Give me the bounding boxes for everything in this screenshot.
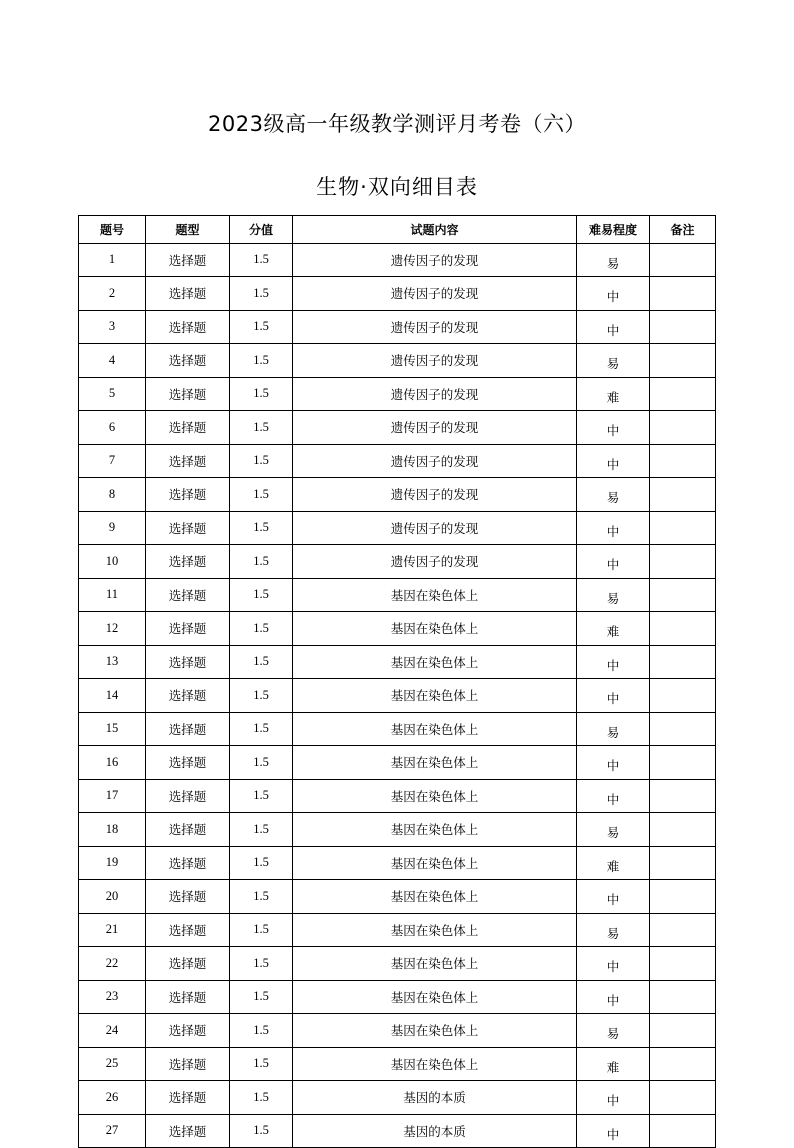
cell-difficulty: 难 <box>577 377 650 411</box>
table-row <box>79 880 716 914</box>
cell-number: 25 <box>79 1047 146 1081</box>
cell-type: 选择题 <box>146 511 230 545</box>
cell-number: 8 <box>79 478 146 512</box>
cell-note <box>650 645 716 679</box>
cell-type: 选择题 <box>146 277 230 311</box>
cell-number: 24 <box>79 1014 146 1048</box>
header-note: 备注 <box>650 216 716 244</box>
cell-content: 遗传因子的发现 <box>293 344 577 378</box>
cell-note <box>650 243 716 277</box>
cell-difficulty: 难 <box>577 846 650 880</box>
header-content: 试题内容 <box>293 216 577 244</box>
cell-type: 选择题 <box>146 1047 230 1081</box>
cell-type: 选择题 <box>146 612 230 646</box>
cell-score: 1.5 <box>230 712 293 746</box>
cell-number: 10 <box>79 545 146 579</box>
cell-type: 选择题 <box>146 411 230 445</box>
cell-type: 选择题 <box>146 746 230 780</box>
table-row <box>79 578 716 612</box>
cell-type: 选择题 <box>146 478 230 512</box>
cell-content: 遗传因子的发现 <box>293 411 577 445</box>
cell-score: 1.5 <box>230 545 293 579</box>
cell-score: 1.5 <box>230 1114 293 1148</box>
cell-content: 基因在染色体上 <box>293 645 577 679</box>
cell-note <box>650 746 716 780</box>
cell-score: 1.5 <box>230 578 293 612</box>
cell-note <box>650 880 716 914</box>
cell-number: 11 <box>79 578 146 612</box>
table-row <box>79 243 716 277</box>
cell-number: 7 <box>79 444 146 478</box>
cell-difficulty: 易 <box>577 1014 650 1048</box>
header-type: 题型 <box>146 216 230 244</box>
cell-difficulty: 难 <box>577 1047 650 1081</box>
cell-difficulty: 中 <box>577 645 650 679</box>
cell-number: 2 <box>79 277 146 311</box>
cell-content: 基因在染色体上 <box>293 679 577 713</box>
cell-content: 基因在染色体上 <box>293 612 577 646</box>
cell-score: 1.5 <box>230 947 293 981</box>
cell-difficulty: 易 <box>577 913 650 947</box>
document-title: 2023级高一年级教学测评月考卷（六） <box>208 112 586 136</box>
cell-score: 1.5 <box>230 679 293 713</box>
table-row <box>79 545 716 579</box>
header-score: 分值 <box>230 216 293 244</box>
cell-score: 1.5 <box>230 310 293 344</box>
cell-note <box>650 511 716 545</box>
cell-content: 遗传因子的发现 <box>293 478 577 512</box>
cell-score: 1.5 <box>230 344 293 378</box>
cell-number: 19 <box>79 846 146 880</box>
cell-content: 基因在染色体上 <box>293 913 577 947</box>
table-row <box>79 947 716 981</box>
cell-number: 1 <box>79 243 146 277</box>
cell-number: 16 <box>79 746 146 780</box>
cell-type: 选择题 <box>146 310 230 344</box>
cell-score: 1.5 <box>230 612 293 646</box>
cell-type: 选择题 <box>146 846 230 880</box>
cell-difficulty: 中 <box>577 947 650 981</box>
cell-type: 选择题 <box>146 243 230 277</box>
cell-number: 14 <box>79 679 146 713</box>
cell-type: 选择题 <box>146 377 230 411</box>
cell-score: 1.5 <box>230 1014 293 1048</box>
cell-number: 4 <box>79 344 146 378</box>
table-row <box>79 1114 716 1148</box>
cell-content: 基因在染色体上 <box>293 1047 577 1081</box>
cell-note <box>650 913 716 947</box>
cell-score: 1.5 <box>230 746 293 780</box>
header-difficulty: 难易程度 <box>577 216 650 244</box>
cell-note <box>650 444 716 478</box>
cell-content: 基因在染色体上 <box>293 578 577 612</box>
table-row <box>79 310 716 344</box>
table-row <box>79 913 716 947</box>
cell-content: 基因在染色体上 <box>293 1014 577 1048</box>
header-number: 题号 <box>79 216 146 244</box>
cell-content: 遗传因子的发现 <box>293 277 577 311</box>
cell-note <box>650 277 716 311</box>
table-row <box>79 1081 716 1115</box>
table-row <box>79 1014 716 1048</box>
cell-number: 20 <box>79 880 146 914</box>
cell-score: 1.5 <box>230 243 293 277</box>
cell-number: 12 <box>79 612 146 646</box>
cell-type: 选择题 <box>146 813 230 847</box>
cell-score: 1.5 <box>230 813 293 847</box>
cell-type: 选择题 <box>146 679 230 713</box>
cell-note <box>650 1014 716 1048</box>
cell-note <box>650 310 716 344</box>
cell-type: 选择题 <box>146 712 230 746</box>
cell-type: 选择题 <box>146 1081 230 1115</box>
cell-type: 选择题 <box>146 947 230 981</box>
table-row <box>79 411 716 445</box>
cell-type: 选择题 <box>146 1014 230 1048</box>
cell-type: 选择题 <box>146 444 230 478</box>
cell-content: 基因在染色体上 <box>293 980 577 1014</box>
cell-number: 23 <box>79 980 146 1014</box>
table-row <box>79 478 716 512</box>
cell-score: 1.5 <box>230 377 293 411</box>
cell-difficulty: 中 <box>577 411 650 445</box>
cell-number: 15 <box>79 712 146 746</box>
cell-content: 基因的本质 <box>293 1081 577 1115</box>
cell-note <box>650 478 716 512</box>
cell-content: 遗传因子的发现 <box>293 511 577 545</box>
table-row <box>79 444 716 478</box>
cell-note <box>650 411 716 445</box>
cell-difficulty: 难 <box>577 612 650 646</box>
table-row <box>79 712 716 746</box>
cell-content: 基因的本质 <box>293 1114 577 1148</box>
cell-difficulty: 中 <box>577 779 650 813</box>
cell-number: 13 <box>79 645 146 679</box>
table-row <box>79 779 716 813</box>
table-row <box>79 1047 716 1081</box>
cell-difficulty: 中 <box>577 444 650 478</box>
table-row <box>79 511 716 545</box>
cell-score: 1.5 <box>230 913 293 947</box>
cell-type: 选择题 <box>146 344 230 378</box>
cell-difficulty: 中 <box>577 1081 650 1115</box>
cell-content: 基因在染色体上 <box>293 746 577 780</box>
cell-note <box>650 1081 716 1115</box>
cell-score: 1.5 <box>230 1081 293 1115</box>
cell-type: 选择题 <box>146 545 230 579</box>
table-row <box>79 980 716 1014</box>
cell-score: 1.5 <box>230 444 293 478</box>
cell-number: 5 <box>79 377 146 411</box>
cell-content: 遗传因子的发现 <box>293 444 577 478</box>
cell-score: 1.5 <box>230 779 293 813</box>
cell-content: 基因在染色体上 <box>293 779 577 813</box>
cell-note <box>650 846 716 880</box>
cell-note <box>650 344 716 378</box>
cell-note <box>650 779 716 813</box>
cell-note <box>650 612 716 646</box>
cell-difficulty: 中 <box>577 310 650 344</box>
cell-note <box>650 1114 716 1148</box>
cell-content: 遗传因子的发现 <box>293 545 577 579</box>
table-row <box>79 813 716 847</box>
cell-number: 6 <box>79 411 146 445</box>
cell-difficulty: 中 <box>577 545 650 579</box>
table-row <box>79 612 716 646</box>
cell-number: 3 <box>79 310 146 344</box>
cell-difficulty: 中 <box>577 980 650 1014</box>
cell-note <box>650 578 716 612</box>
cell-content: 基因在染色体上 <box>293 813 577 847</box>
cell-content: 基因在染色体上 <box>293 880 577 914</box>
cell-score: 1.5 <box>230 645 293 679</box>
cell-note <box>650 813 716 847</box>
cell-number: 21 <box>79 913 146 947</box>
table-row <box>79 344 716 378</box>
cell-content: 遗传因子的发现 <box>293 243 577 277</box>
cell-note <box>650 679 716 713</box>
cell-difficulty: 易 <box>577 813 650 847</box>
cell-type: 选择题 <box>146 578 230 612</box>
spec-table <box>78 215 716 1148</box>
cell-note <box>650 947 716 981</box>
cell-content: 遗传因子的发现 <box>293 377 577 411</box>
table-row <box>79 679 716 713</box>
cell-type: 选择题 <box>146 880 230 914</box>
cell-number: 9 <box>79 511 146 545</box>
cell-difficulty: 中 <box>577 1114 650 1148</box>
cell-difficulty: 易 <box>577 344 650 378</box>
cell-content: 基因在染色体上 <box>293 947 577 981</box>
cell-score: 1.5 <box>230 411 293 445</box>
cell-type: 选择题 <box>146 980 230 1014</box>
cell-number: 22 <box>79 947 146 981</box>
cell-difficulty: 中 <box>577 679 650 713</box>
cell-difficulty: 易 <box>577 478 650 512</box>
document-subtitle: 生物·双向细目表 <box>316 175 478 199</box>
cell-content: 基因在染色体上 <box>293 712 577 746</box>
cell-note <box>650 980 716 1014</box>
cell-content: 基因在染色体上 <box>293 846 577 880</box>
cell-type: 选择题 <box>146 645 230 679</box>
table-row <box>79 277 716 311</box>
table-body <box>79 243 716 1148</box>
cell-note <box>650 1047 716 1081</box>
cell-difficulty: 中 <box>577 746 650 780</box>
cell-difficulty: 中 <box>577 880 650 914</box>
cell-difficulty: 易 <box>577 712 650 746</box>
cell-number: 18 <box>79 813 146 847</box>
cell-number: 26 <box>79 1081 146 1115</box>
cell-type: 选择题 <box>146 779 230 813</box>
cell-score: 1.5 <box>230 277 293 311</box>
table-row <box>79 846 716 880</box>
cell-score: 1.5 <box>230 478 293 512</box>
cell-number: 27 <box>79 1114 146 1148</box>
cell-difficulty: 易 <box>577 243 650 277</box>
cell-difficulty: 中 <box>577 511 650 545</box>
table-row <box>79 377 716 411</box>
cell-content: 遗传因子的发现 <box>293 310 577 344</box>
table-row <box>79 645 716 679</box>
cell-type: 选择题 <box>146 913 230 947</box>
cell-score: 1.5 <box>230 511 293 545</box>
table-row <box>79 746 716 780</box>
cell-note <box>650 712 716 746</box>
cell-type: 选择题 <box>146 1114 230 1148</box>
cell-number: 17 <box>79 779 146 813</box>
cell-note <box>650 545 716 579</box>
cell-difficulty: 易 <box>577 578 650 612</box>
cell-score: 1.5 <box>230 1047 293 1081</box>
cell-score: 1.5 <box>230 880 293 914</box>
cell-score: 1.5 <box>230 846 293 880</box>
cell-note <box>650 377 716 411</box>
cell-score: 1.5 <box>230 980 293 1014</box>
cell-difficulty: 中 <box>577 277 650 311</box>
table-header-row <box>79 216 716 244</box>
